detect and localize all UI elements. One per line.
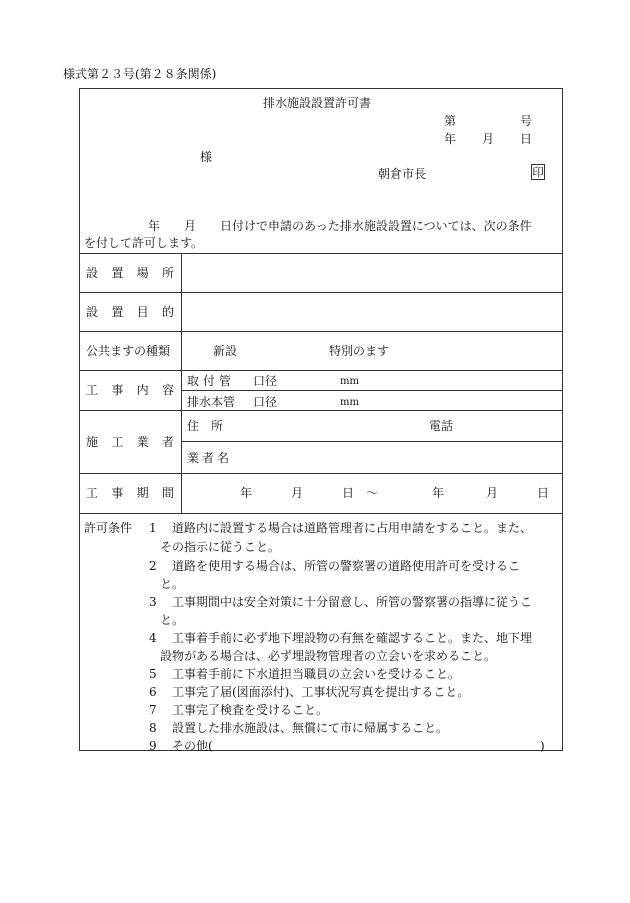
period-end-year: 年 <box>432 486 445 500</box>
condition-num: 1 <box>149 521 157 535</box>
condition-num: 9 <box>149 739 157 753</box>
location-label <box>86 267 174 279</box>
divider <box>79 253 563 254</box>
divider <box>79 370 563 371</box>
condition-text: 道路内に設置する場合は道路管理者に占用申請をすること。また、 <box>172 521 533 535</box>
condition-text-cont: と。 <box>160 577 185 591</box>
condition-num: 4 <box>149 631 157 645</box>
seal-stamp: 印 <box>532 165 544 179</box>
label-char: 目 <box>136 305 149 319</box>
divider <box>79 513 563 514</box>
label-char: 容 <box>161 383 174 397</box>
condition-text: 工事期間中は安全対策に十分留意し、所管の警察署の指導に従うこ <box>172 595 533 609</box>
period-tilde: ～ <box>366 486 379 500</box>
condition-text: その他( <box>172 739 213 753</box>
period-start-year: 年 <box>240 486 253 500</box>
label-char: 間 <box>161 486 174 500</box>
contractor-address: 住 所 <box>187 419 224 433</box>
condition-num: 7 <box>149 703 157 717</box>
label-char: 内 <box>136 383 149 397</box>
drain-unit: mm <box>340 397 359 408</box>
label-char: 工 <box>86 486 99 500</box>
condition-text-cont: 設物がある場合は、必ず埋設物管理者の立会いを求めること。 <box>160 649 497 663</box>
label-char: 設 <box>86 266 99 280</box>
condition-num: 5 <box>149 667 157 681</box>
label-char: 施 <box>86 435 99 449</box>
drain-main: 排水本管 <box>187 395 236 409</box>
condition-text: 工事着手前に必ず地下埋設物の有無を確認すること。また、地下埋 <box>172 631 533 645</box>
period-start-month: 月 <box>291 486 304 500</box>
work-content-label <box>86 384 174 396</box>
condition-text: 工事着手前に下水道担当職員の立会いを受けること。 <box>172 667 461 681</box>
label-char: 設 <box>86 305 99 319</box>
drain-bore: 口径 <box>253 395 278 409</box>
form-number: 様式第２３号(第２８条関係) <box>63 67 217 81</box>
label-char: 置 <box>111 266 124 280</box>
purpose-label <box>86 306 174 318</box>
close-paren: ) <box>540 739 545 753</box>
label-char: 事 <box>111 383 124 397</box>
period-end-day: 日 <box>537 486 550 500</box>
label-char: 置 <box>111 305 124 319</box>
condition-num: 2 <box>149 559 157 573</box>
label-char: 的 <box>161 305 174 319</box>
permit-title: 排水施設設置許可書 <box>263 96 372 110</box>
attach-bore: 口径 <box>253 374 278 388</box>
conditions-label: 許可条件 <box>84 521 133 535</box>
basin-type-label: 公共ますの種類 <box>86 344 171 358</box>
condition-text: 道路を使用する場合は、所管の警察署の道路使用許可を受けるこ <box>172 559 521 573</box>
condition-text-cont: と。 <box>160 613 185 627</box>
issuer: 朝倉市長 <box>378 167 427 181</box>
divider <box>181 441 563 442</box>
condition-text: 工事完了検査を受けること。 <box>172 703 329 717</box>
attach-pipe: 取付管 <box>187 374 236 388</box>
contractor-label <box>86 436 174 448</box>
number-dai: 第 <box>444 114 457 128</box>
attach-unit: mm <box>340 376 359 387</box>
divider <box>79 473 563 474</box>
divider <box>79 331 563 332</box>
period-end-month: 月 <box>486 486 499 500</box>
period-label <box>86 487 174 499</box>
period-start-day: 日 <box>342 486 355 500</box>
condition-num: 3 <box>149 595 157 609</box>
divider <box>79 292 563 293</box>
date-year: 年 <box>444 132 457 146</box>
label-char: 場 <box>136 266 149 280</box>
label-char: 者 <box>161 435 174 449</box>
label-char: 期 <box>136 486 149 500</box>
contractor-phone: 電話 <box>429 419 454 433</box>
addressee-sama: 様 <box>200 150 213 164</box>
basin-new: 新設 <box>213 344 238 358</box>
condition-text: 工事完了届(図面添付)、工事状況写真を提出すること。 <box>172 685 470 699</box>
contractor-company: 業者名 <box>187 451 233 465</box>
label-char: 工 <box>86 383 99 397</box>
condition-text-cont: その指示に従うこと。 <box>160 540 281 554</box>
label-column-divider <box>181 253 182 513</box>
number-go: 号 <box>520 114 533 128</box>
label-char: 事 <box>111 486 124 500</box>
date-day: 日 <box>520 132 533 146</box>
label-char: 業 <box>136 435 149 449</box>
label-char: 工 <box>111 435 124 449</box>
intro-line-2: を付して許可します。 <box>84 236 204 250</box>
condition-text: 設置した排水施設は、無償にて市に帰属すること。 <box>172 721 449 735</box>
condition-num: 8 <box>149 721 157 735</box>
condition-num: 6 <box>149 685 157 699</box>
basin-special: 特別のます <box>329 344 390 358</box>
intro-line-1: 年 月 日付けで申請のあった排水施設設置については、次の条件 <box>148 219 532 233</box>
divider <box>79 410 563 411</box>
label-char: 所 <box>161 266 174 280</box>
divider <box>181 390 563 391</box>
date-month: 月 <box>482 132 495 146</box>
